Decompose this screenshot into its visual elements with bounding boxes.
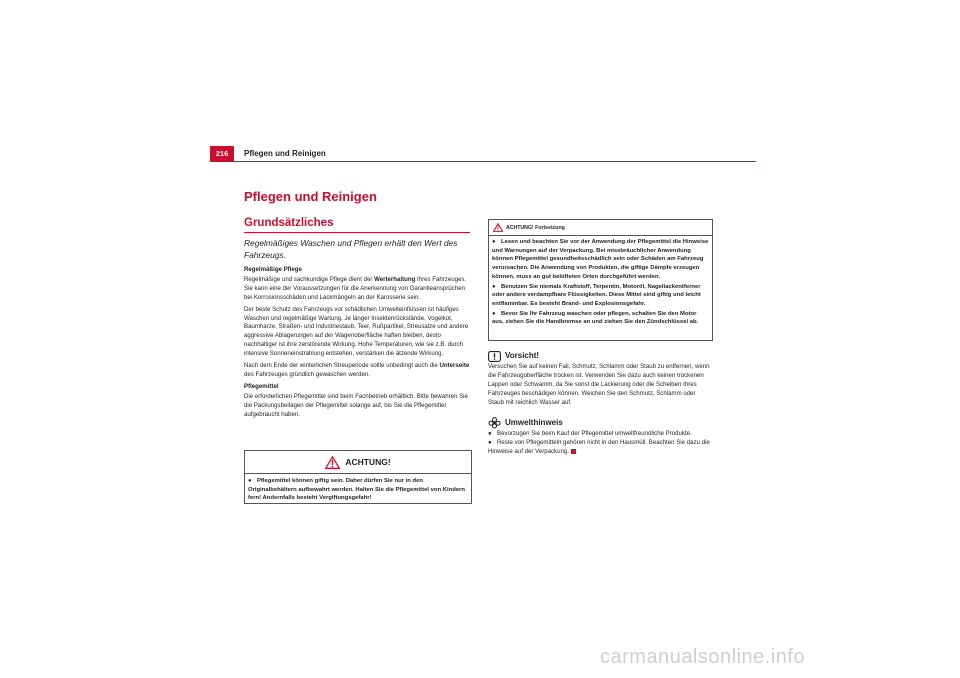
text-bold: Werterhaltung (374, 275, 416, 283)
caution-text: Versuchen Sie auf keinen Fall, Schmutz, Schlamm oder Staub zu entfernen, wenn die Fahrzeugoberfläche trocken ist. Verwenden Sie dazu auch keinen trockenen Lappen oder Schwamm, da Sie sonst die Lackierung oder die Scheiben Ihres Fahrzeuges beschädigen können. Weichen Sie den Schmutz, Schlamm oder Staub mit reichlich Wasser auf. (488, 363, 710, 406)
bullet-icon: ● (248, 478, 252, 484)
warning-triangle-icon (493, 223, 503, 232)
text: Ihres Fahrzeuges. Sie kann eine der Voraussetzungen für die Anerkennung von Garantieansprüchen bei Korrosionsschäden und Lackmängeln an der Karosserie sein. (244, 275, 467, 301)
environment-section (488, 417, 711, 457)
section-intro: Regelmäßiges Waschen und Pflegen erhält den Wert des Fahrzeugs. (244, 238, 458, 260)
paragraph-care (244, 276, 470, 303)
environment-item (488, 430, 711, 439)
left-column (244, 266, 470, 423)
text-italic: häufiges (435, 305, 459, 313)
warning-title: ACHTUNG! (345, 457, 391, 467)
paragraph-products: Die erforderlichen Pflegemittel sind beim Fachbetrieb erhältlich. Bitte bewahren Sie die Packungsbeilagen der Pflegemittel solange auf, bis Sie die Pflegemittel aufgebraucht haben. (244, 392, 468, 418)
bullet-icon: ● (488, 438, 492, 446)
caution-section (488, 351, 711, 408)
bullet-icon: ● (492, 283, 496, 290)
text: Waschen und regelmäßige Wartung. Je länger Insektenrückstände, Vogelkot, Baumharze, Straßen- und Industriestaub, Teer, Rußpartikel, Streusalze und andere aggressive Ablagerungen auf der Wagenoberfläche haften bleiben, desto nachhaltiger ist ihre zerstörende Wirkung. Hohe Temperaturen, wie sie z.B. durch intensive Sonneneinstrahlung entstehen, verstärken die ätzende Wirkung. (244, 314, 469, 358)
warning-item (492, 310, 709, 327)
watermark: carmanualsonline.info (600, 646, 806, 668)
warning-body (245, 474, 471, 507)
warning-item-text: Lesen und beachten Sie vor der Anwendung der Pflegemittel die Hinweise und Warnungen auf der Verpackung. Bei missbräuchlicher Anwendung können Pflegemittel gesundheitsschädlich sein oder Schäden am Fahrzeug verursachen. Die Anwendung von Produkten, die giftige Dämpfe erzeugen können, muss an gut belüfteten Orten durchgeführt werden. (492, 239, 709, 280)
warning-continued-box (488, 219, 713, 341)
text: Der beste Schutz des Fahrzeugs vor schädlichen Umwelteinflüssen ist (244, 305, 436, 313)
text-bold: Unterseite (439, 362, 470, 370)
warning-box (244, 450, 472, 504)
chapter-title: Pflegen und Reinigen (244, 189, 377, 204)
text: des Fahrzeuges gründlich gewaschen werden. (244, 370, 371, 378)
environment-item-text: Reste von Pflegemitteln gehören nicht in den Hausmüll. Beachten Sie dazu die Hinweise auf der Verpackung. (488, 438, 710, 455)
warning-continued-body (489, 236, 712, 330)
environment-item (488, 439, 711, 457)
warning-item-text: Bevor Sie Ihr Fahrzeug waschen oder pflegen, schalten Sie den Motor aus, ziehen Sie die Handbremse an und ziehen Sie den Zündschlüssel ab. (492, 310, 699, 326)
environment-title: Umwelthinweis (505, 417, 563, 427)
text: Nach dem Ende der winterlichen Streuperiode sollte unbedingt auch die (244, 362, 440, 370)
warning-item (492, 238, 709, 282)
text: Regelmäßige und sachkundige Pflege dient der (244, 275, 375, 283)
caution-header (488, 351, 711, 362)
warning-item-text: Benutzen Sie niemals Kraftstoff, Terpentin, Motoröl, Nagellackentferner oder andere verdampfbare Flüssigkeiten. Diese Mittel sind giftig und leicht entflammbar. Es besteht Brand- und Explosionsgefahr. (492, 283, 701, 307)
subheading-products: Pflegemittel (244, 382, 279, 390)
caution-icon (488, 351, 501, 362)
paragraph-underside (244, 362, 470, 380)
subheading-care: Regelmäßige Pflege (244, 266, 302, 273)
warning-header (245, 451, 471, 474)
section-rule (244, 232, 470, 233)
environment-icon (488, 417, 501, 429)
warning-item (248, 477, 468, 503)
environment-item-text: Bevorzugen Sie beim Kauf der Pflegemittel umweltfreundliche Produkte. (497, 430, 692, 437)
caution-title: Vorsicht! (505, 351, 540, 361)
header-rule (210, 161, 756, 162)
warning-triangle-icon (325, 456, 340, 469)
end-mark-icon (571, 449, 576, 454)
bullet-icon: ● (492, 310, 496, 317)
paragraph-protection (244, 306, 470, 359)
page-number: 216 (210, 146, 234, 161)
warning-continued-title: ACHTUNG! Fortsetzung (506, 224, 565, 231)
bullet-icon: ● (492, 239, 496, 245)
environment-header (488, 417, 711, 429)
running-header: Pflegen und Reinigen (244, 149, 326, 158)
bullet-icon: ● (488, 430, 492, 437)
warning-continued-header (489, 220, 712, 236)
warning-item-text: Pflegemittel können giftig sein. Daher dürfen Sie nur in den Originalbehältern aufbewahrt werden. Halten Sie die Pflegemittel von Kindern fern! Andernfalls besteht Vergiftungsgefahr! (248, 478, 466, 502)
warning-item (492, 283, 709, 309)
section-title: Grundsätzliches (244, 217, 334, 229)
